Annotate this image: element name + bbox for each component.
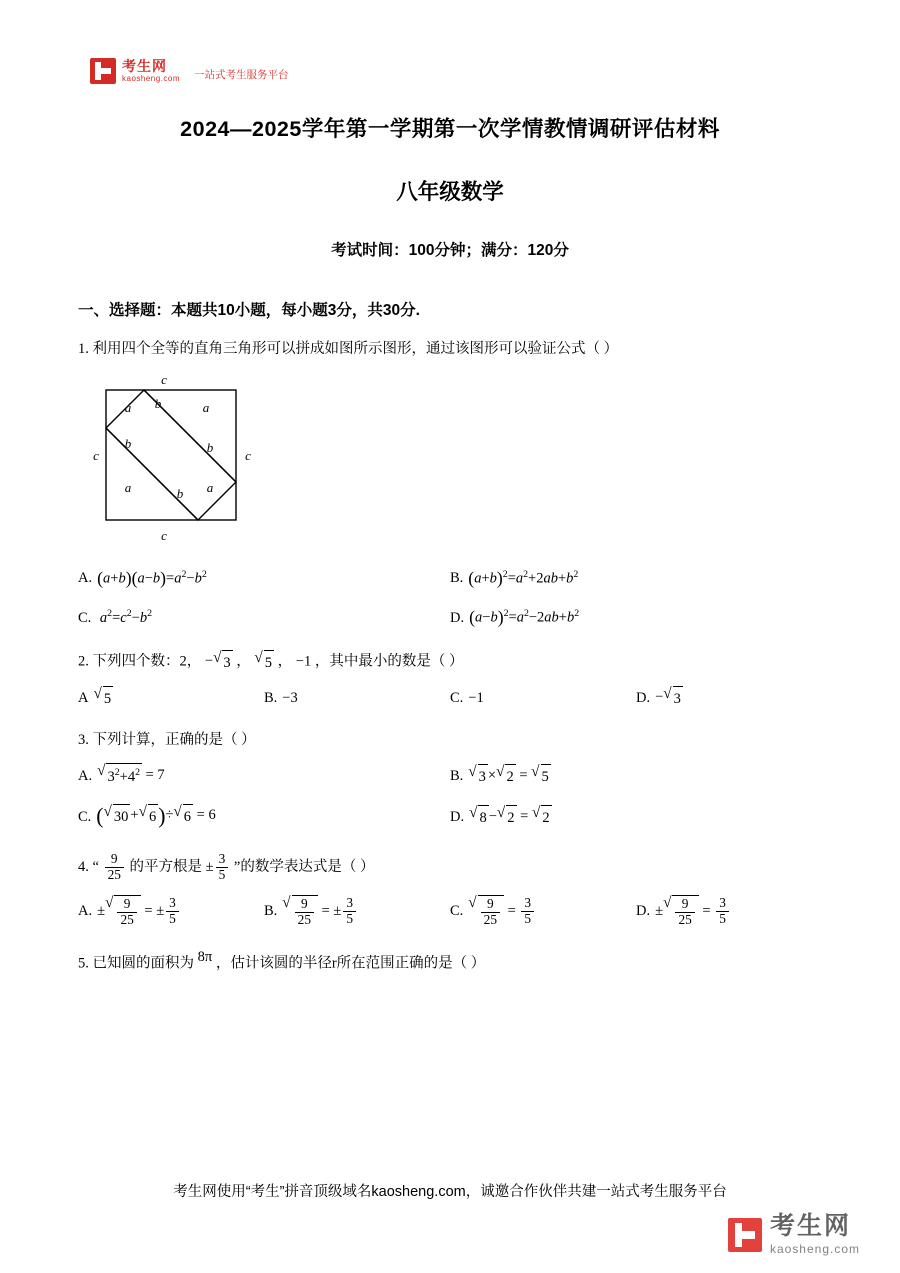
page-subtitle: 八年级数学 bbox=[396, 180, 504, 204]
watermark-cn: 考生网 bbox=[769, 1212, 851, 1240]
question-5 bbox=[78, 928, 822, 975]
option-math: √ $\frac{9}{25}$ = $\frac{3}{5}$ bbox=[468, 895, 536, 928]
svg-text:a: a bbox=[124, 400, 132, 416]
question-1-figure bbox=[78, 360, 822, 552]
question-1-options-row-2 bbox=[78, 592, 822, 631]
question-4-options bbox=[78, 883, 822, 928]
question-4-text-pre: “ bbox=[92, 858, 99, 875]
option-math: − √ 3 bbox=[655, 686, 683, 710]
svg-text:a: a bbox=[206, 480, 214, 496]
question-2 bbox=[78, 632, 822, 711]
question-2-number: 2. bbox=[78, 653, 89, 670]
svg-text:b: b bbox=[154, 396, 162, 412]
svg-text:b: b bbox=[124, 436, 132, 452]
page-title: 2024—2025学年第一学期第一次学情教情调研评估材料 bbox=[180, 117, 720, 141]
question-1-number: 1. bbox=[78, 341, 89, 357]
fraction-9-25: $\frac{9}{25}$ bbox=[105, 852, 124, 883]
pythagorean-square-figure bbox=[84, 370, 274, 545]
question-4-stem bbox=[78, 852, 822, 883]
option-math: √ 5 bbox=[93, 686, 113, 710]
option-label: A. bbox=[78, 767, 93, 784]
question-1-options-row-1 bbox=[78, 553, 822, 592]
question-2-text-pre: 下列四个数：2， bbox=[92, 653, 202, 670]
question-2-text-mid2: ， bbox=[277, 653, 293, 670]
option-math: ( √ 30 + √ 6 )÷ √ 6 = 6 bbox=[96, 802, 216, 829]
question-2-option-a[interactable] bbox=[78, 686, 264, 710]
svg-text:b: b bbox=[206, 440, 214, 456]
question-4-option-b[interactable] bbox=[264, 895, 450, 928]
option-math: $a^2=c^2-b^2$ bbox=[99, 608, 152, 627]
logo-text bbox=[122, 59, 180, 83]
question-3-stem bbox=[78, 729, 822, 751]
question-2-option-c[interactable] bbox=[450, 686, 636, 710]
option-label: B. bbox=[450, 767, 464, 784]
question-3-options-row-1 bbox=[78, 751, 822, 788]
logo-slogan: 一站式考生服务平台 bbox=[194, 69, 289, 81]
svg-text:c: c bbox=[161, 528, 167, 544]
question-4-option-d[interactable] bbox=[636, 895, 822, 928]
question-2-text-post: ，其中最小的数是（ ） bbox=[314, 653, 464, 670]
question-1 bbox=[78, 320, 822, 632]
question-1-stem bbox=[78, 338, 822, 360]
option-math: −3 bbox=[282, 690, 298, 707]
option-math: −1 bbox=[468, 690, 484, 707]
option-math: $(a+b)^2=a^2+2ab+b^2$ bbox=[468, 567, 579, 588]
question-3-options-row-2 bbox=[78, 788, 822, 834]
option-label: D. bbox=[450, 809, 465, 826]
watermark bbox=[728, 1214, 860, 1255]
question-4-text-post: ”的数学表达式是（ ） bbox=[233, 858, 375, 875]
exam-info: 考试时间：100分钟；满分：120分 bbox=[331, 242, 569, 259]
question-3-option-b[interactable] bbox=[450, 763, 822, 788]
question-5-number: 5. bbox=[78, 955, 89, 972]
option-label: C. bbox=[450, 690, 464, 707]
option-math: $(a+b)(a-b)=a^2-b^2$ bbox=[97, 567, 207, 588]
svg-text:a: a bbox=[202, 400, 210, 416]
option-label: C. bbox=[78, 809, 92, 826]
svg-text:b: b bbox=[176, 486, 184, 502]
minus-one: −1 bbox=[295, 653, 312, 670]
option-math: √ $3^2+4^2$ = 7 bbox=[97, 763, 165, 788]
question-1-option-a[interactable] bbox=[78, 565, 450, 592]
option-label: C. bbox=[450, 903, 464, 920]
section-heading: 一、选择题：本题共10小题，每小题3分，共30分. bbox=[78, 302, 420, 319]
question-4-option-a[interactable] bbox=[78, 895, 264, 928]
option-label: A. bbox=[78, 903, 93, 920]
option-label: B. bbox=[264, 690, 278, 707]
logo-brand-cn: 考生网 bbox=[122, 58, 167, 74]
option-label: C. bbox=[78, 609, 92, 626]
sqrt5: √ 5 bbox=[254, 650, 274, 674]
question-2-text-mid1: ， bbox=[236, 653, 251, 670]
watermark-logo-icon bbox=[728, 1218, 762, 1252]
neg-sqrt3: − √ 3 bbox=[205, 650, 233, 674]
svg-text:c: c bbox=[93, 448, 99, 464]
question-3-text: 下列计算，正确的是（ ） bbox=[92, 731, 256, 748]
option-label: D. bbox=[636, 690, 651, 707]
watermark-en: kaosheng.com bbox=[769, 1242, 860, 1256]
option-math: $(a-b)^2=a^2-2ab+b^2$ bbox=[469, 607, 580, 628]
question-3-option-d[interactable] bbox=[450, 800, 822, 834]
question-1-option-d[interactable] bbox=[450, 604, 822, 631]
question-1-option-b[interactable] bbox=[450, 565, 822, 592]
option-label: A. bbox=[78, 570, 93, 587]
svg-text:c: c bbox=[245, 448, 251, 464]
question-1-option-c[interactable] bbox=[78, 604, 450, 631]
question-3 bbox=[78, 711, 822, 834]
option-math: √ $\frac{9}{25}$ = ± $\frac{3}{5}$ bbox=[282, 895, 358, 928]
question-4-option-c[interactable] bbox=[450, 895, 636, 928]
option-math: √ 8 − √ 2 = √ 2 bbox=[469, 805, 551, 829]
option-label: B. bbox=[450, 570, 464, 587]
question-5-text-post: ，估计该圆的半径r所在范围正确的是（ ） bbox=[215, 955, 486, 972]
option-label: D. bbox=[450, 609, 465, 626]
question-5-value: 8π bbox=[197, 948, 213, 965]
question-1-text: 利用四个全等的直角三角形可以拼成如图所示图形，通过该图形可以验证公式（ ） bbox=[92, 341, 619, 357]
question-2-option-d[interactable] bbox=[636, 686, 822, 710]
svg-text:c: c bbox=[161, 372, 167, 388]
option-math: √ 3 × √ 2 = √ 5 bbox=[468, 764, 550, 788]
footer-note: 考生网使用“考生”拼音顶级域名kaosheng.com，诚邀合作伙伴共建一站式考生服务平台 bbox=[173, 1184, 727, 1200]
question-5-stem bbox=[78, 946, 822, 975]
question-2-options bbox=[78, 674, 822, 710]
question-3-option-a[interactable] bbox=[78, 763, 450, 788]
question-4-number: 4. bbox=[78, 858, 89, 875]
logo-brand-en: kaosheng.com bbox=[122, 74, 181, 83]
option-label: A bbox=[78, 690, 89, 707]
option-math: ± √ $\frac{9}{25}$ = ± $\frac{3}{5}$ bbox=[97, 895, 181, 928]
site-logo bbox=[90, 58, 289, 84]
question-5-text-pre: 已知圆的面积为 bbox=[92, 955, 194, 972]
option-label: B. bbox=[264, 903, 278, 920]
option-math: ± √ $\frac{9}{25}$ = $\frac{3}{5}$ bbox=[655, 895, 731, 928]
option-label: D. bbox=[636, 903, 651, 920]
plusminus-3-5: ± $\frac{3}{5}$ bbox=[206, 859, 231, 875]
question-2-option-b[interactable] bbox=[264, 686, 450, 710]
question-3-number: 3. bbox=[78, 731, 89, 748]
svg-text:a: a bbox=[124, 480, 132, 496]
question-4-text-mid: 的平方根是 bbox=[129, 858, 203, 875]
question-3-option-c[interactable] bbox=[78, 800, 450, 834]
question-4 bbox=[78, 834, 822, 928]
watermark-text bbox=[770, 1214, 860, 1255]
logo-mark-icon bbox=[90, 58, 116, 84]
question-2-stem bbox=[78, 650, 822, 674]
